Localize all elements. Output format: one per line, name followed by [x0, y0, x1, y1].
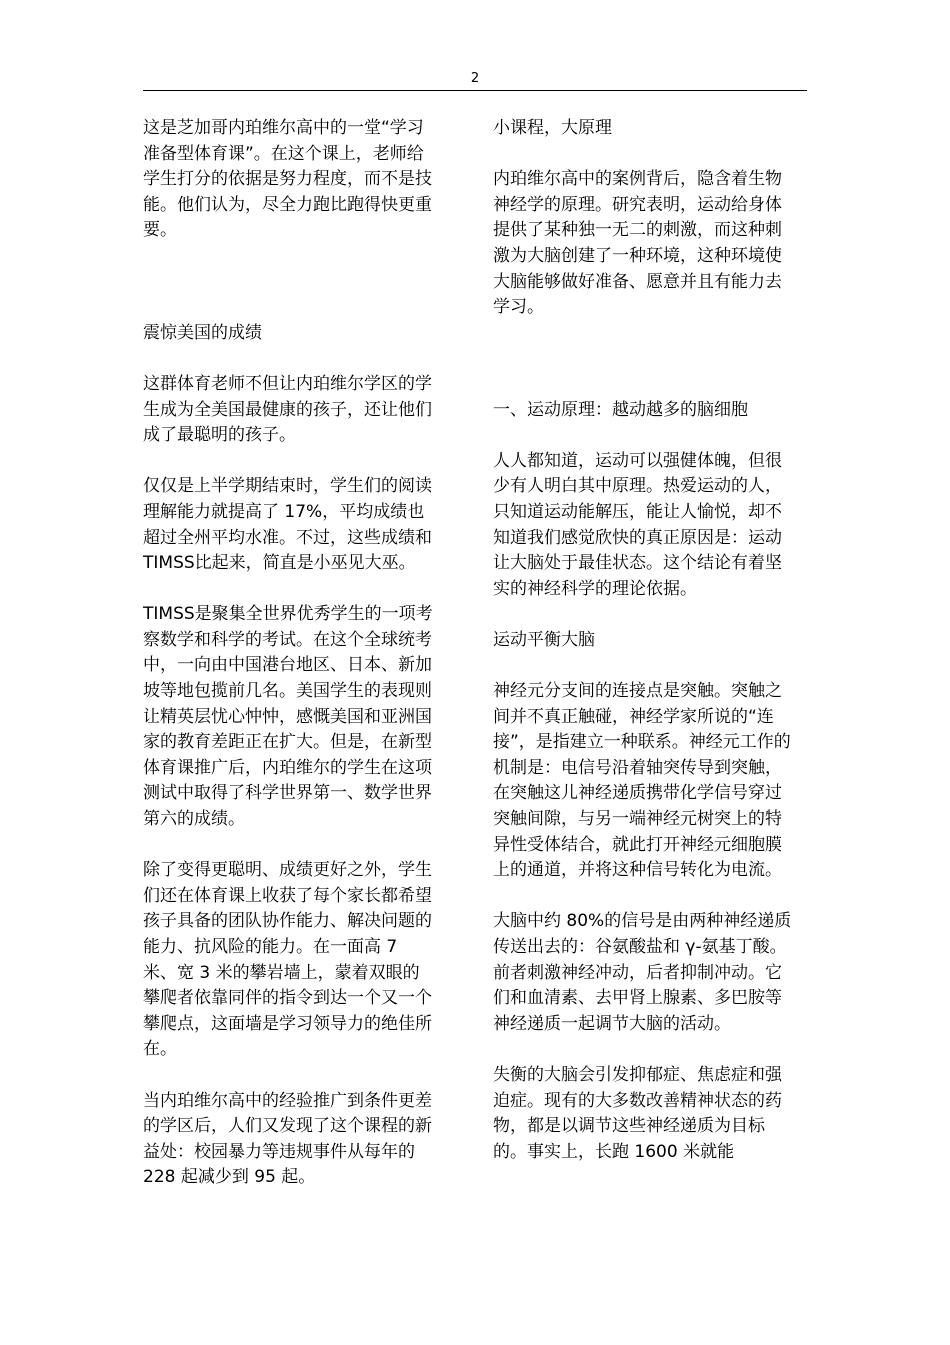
left-paragraph-4: TIMSS是聚集全世界优秀学生的一项考察数学和科学的考试。在这个全球统考中，一向由中国港台地区、日本、新加坡等地包揽前几名。美国学生的表现则让精英层忧心忡忡，感慨美国和亚洲国家的教育差距正在扩大。但是，在新型体育课推广后，内珀维尔的学生在这项测试中取得了科学世界第一、数学世界第六的成绩。	[143, 604, 433, 830]
page-number: 2	[470, 71, 480, 86]
right-heading-1: 小课程，大原理	[493, 118, 612, 138]
right-paragraph-4: 大脑中约 80%的信号是由两种神经递质传送出去的：谷氨酸盐和 γ-氨基丁酸。前者刺激神经冲动，后者抑制冲动。它们和血清素、去甲肾上腺素、多巴胺等神经递质一起调节大脑的活动。	[493, 911, 792, 1034]
right-paragraph-1: 内珀维尔高中的案例背后，隐含着生物神经学的原理。研究表明，运动给身体提供了某种独一无二的刺激，而这种刺激为大脑创建了一种环境，这种环境使大脑能够做好准备、愿意并且有能力去学习。	[493, 169, 782, 318]
right-heading-2: 一、运动原理：越动越多的脑细胞	[493, 399, 748, 420]
left-paragraph-1: 这是芝加哥内珀维尔高中的一堂“学习准备型体育课”。在这个课上，老师给学生打分的依据是努力程度，而不是技能。他们认为，尽全力跑比跑得快更重要。	[143, 118, 432, 241]
header-rule	[143, 90, 807, 91]
left-paragraph-5: 除了变得更聪明、成绩更好之外，学生们还在体育课上收获了每个家长都希望孩子具备的团队协作能力、解决问题的能力、抗风险的能力。在一面高 7 米、宽 3 米的攀岩墙上，蒙着双眼的攀爬者依靠同伴的指令到达一个又一个攀爬点，这面墙是学习领导力的绝佳所在。	[143, 860, 432, 1060]
right-column	[493, 116, 793, 1165]
left-paragraph-2: 这群体育老师不但让内珀维尔学区的学生成为全美国最健康的孩子，还让他们成了最聪明的孩子。	[143, 373, 432, 446]
left-heading-1: 震惊美国的成绩	[143, 322, 262, 343]
left-column	[143, 116, 433, 1191]
right-paragraph-3: 神经元分支间的连接点是突触。突触之间并不真正触碰，神经学家所说的“连接”，是指建立一种联系。神经元工作的机制是：电信号沿着轴突传导到突触，在突触这儿神经递质携带化学信号穿过突触间隙，与另一端神经元树突上的特异性受体结合，就此打开神经元细胞膜上的通道，并将这种信号转化为电流。	[493, 681, 791, 881]
right-paragraph-2: 人人都知道，运动可以强健体魄，但很少有人明白其中原理。热爱运动的人，只知道运动能解压，能让人愉悦，却不知道我们感觉欣快的真正原因是：运动让大脑处于最佳状态。这个结论有着坚实的神经科学的理论依据。	[493, 450, 782, 599]
right-paragraph-5: 失衡的大脑会引发抑郁症、焦虑症和强迫症。现有的大多数改善精神状态的药物，都是以调节这些神经递质为目标的。事实上，长跑 1600 米就能	[493, 1064, 782, 1162]
left-paragraph-6: 当内珀维尔高中的经验推广到条件更差的学区后，人们又发现了这个课程的新益处：校园暴力等违规事件从每年的 228 起减少到 95 起。	[143, 1090, 432, 1188]
right-heading-3: 运动平衡大脑	[493, 629, 595, 650]
left-paragraph-3: 仅仅是上半学期结束时，学生们的阅读理解能力就提高了 17%，平均成绩也超过全州平均水准。不过，这些成绩和 TIMSS比起来，简直是小巫见大巫。	[143, 476, 432, 574]
